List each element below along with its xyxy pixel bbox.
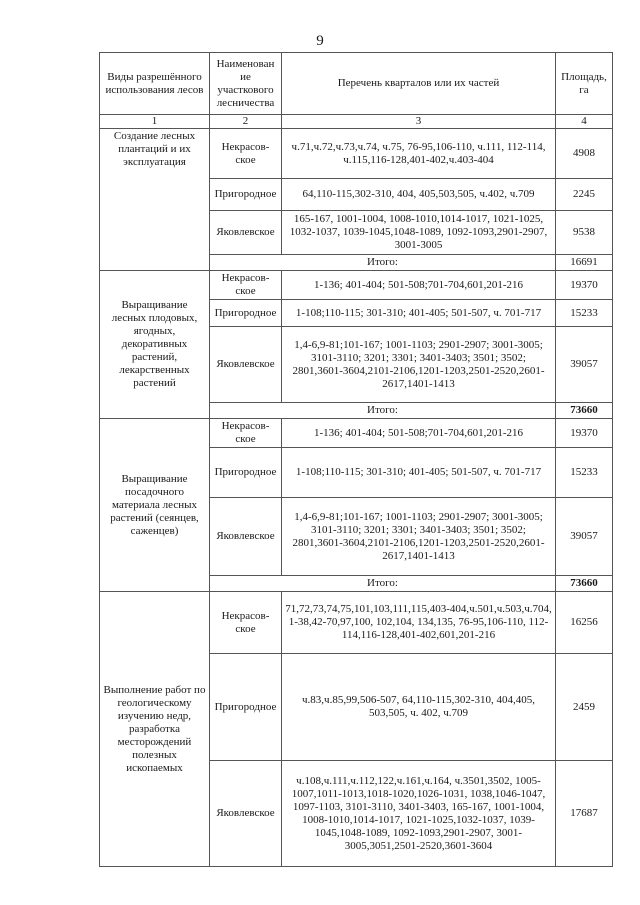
header-area: Площадь, га [556,53,613,115]
column-number: 4 [556,115,613,129]
header-quarters: Перечень кварталов или их частей [282,53,556,115]
total-label: Итого: [210,576,556,592]
use-kind-cell: Выращивание лесных плодовых, ягодных, декоративных растений, лекарственных растений [100,271,210,419]
forestry-cell: Пригородное [210,300,282,327]
forestry-cell: Яковлевское [210,498,282,576]
column-number: 1 [100,115,210,129]
forestry-cell: Некрасов-ское [210,419,282,448]
use-kind-cell: Выращивание посадочного материала лесных растений (сеянцев, саженцев) [100,419,210,592]
use-kind-cell: Создание лесных плантаций и их эксплуатация [100,129,210,271]
forestry-cell: Яковлевское [210,761,282,867]
area-cell: 39057 [556,327,613,403]
table-row [100,592,613,654]
quarters-cell: 1,4-6,9-81;101-167; 1001-1103; 2901-2907; 3001-3005; 3101-3110; 3201; 3301; 3401-3403; 3501; 3502; 2801,3601-3604,2101-2106,1201-1203,2501-2520,2601-2617,1401-1413 [282,327,556,403]
area-cell: 16256 [556,592,613,654]
quarters-cell: ч.71,ч.72,ч.73,ч.74, ч.75, 76-95,106-110, ч.111, 112-114, ч.115,116-128,401-402,ч.403-404 [282,129,556,179]
area-cell: 2245 [556,179,613,211]
total-value: 73660 [556,403,613,419]
area-cell: 17687 [556,761,613,867]
forest-use-table [99,52,613,867]
column-number: 3 [282,115,556,129]
area-cell: 19370 [556,271,613,300]
area-cell: 4908 [556,129,613,179]
forestry-cell: Пригородное [210,654,282,761]
area-cell: 9538 [556,211,613,255]
quarters-cell: 165-167, 1001-1004, 1008-1010,1014-1017, 1021-1025, 1032-1037, 1039-1045,1048-1089, 1092-1093,2901-2907, 3001-3005 [282,211,556,255]
quarters-cell: 1-108;110-115; 301-310; 401-405; 501-507, ч. 701-717 [282,448,556,498]
table-row [100,271,613,300]
forestry-cell: Пригородное [210,448,282,498]
area-cell: 19370 [556,419,613,448]
page-number: 9 [316,33,324,49]
forestry-cell: Некрасов-ское [210,592,282,654]
area-cell: 2459 [556,654,613,761]
area-cell: 15233 [556,448,613,498]
area-cell: 39057 [556,498,613,576]
column-number: 2 [210,115,282,129]
header-kind: Виды разрешённого использования лесов [100,53,210,115]
area-cell: 15233 [556,300,613,327]
quarters-cell: 1,4-6,9-81;101-167; 1001-1103; 2901-2907; 3001-3005; 3101-3110; 3201; 3301; 3401-3403; 3501; 3502; 2801,3601-3604,2101-2106,1201-1203,2501-2520,2601-2617,1401-1413 [282,498,556,576]
forestry-cell: Пригородное [210,179,282,211]
quarters-cell: ч.83,ч.85,99,506-507, 64,110-115,302-310, 404,405, 503,505, ч. 402, ч.709 [282,654,556,761]
quarters-cell: 1-136; 401-404; 501-508;701-704,601,201-216 [282,419,556,448]
use-kind-cell: Выполнение работ по геологическому изучению недр, разработка месторождений полезных ископаемых [100,592,210,867]
forestry-cell: Яковлевское [210,211,282,255]
total-value: 73660 [556,576,613,592]
quarters-cell: ч.108,ч.111,ч.112,122,ч.161,ч.164, ч.3501,3502, 1005-1007,1011-1013,1018-1020,1026-1031, 1038,1046-1047, 1097-1103, 3101-3110, 3401-3403, 165-167, 1001-1004, 1008-1010,1014-1017, 1021-1025,1032-1037, 1039-1045,1048-1089, 1092-1093,2901-2907, 3001-3005,3051,2501-2520,3601-3604 [282,761,556,867]
header-forestry: Наименован ие участкового лесничества [210,53,282,115]
forestry-cell: Некрасов-ское [210,271,282,300]
total-label: Итого: [210,403,556,419]
quarters-cell: 64,110-115,302-310, 404, 405,503,505, ч.402, ч.709 [282,179,556,211]
total-value: 16691 [556,255,613,271]
column-number-row [100,115,613,129]
total-label: Итого: [210,255,556,271]
quarters-cell: 1-136; 401-404; 501-508;701-704,601,201-216 [282,271,556,300]
quarters-cell: 71,72,73,74,75,101,103,111,115,403-404,ч.501,ч.503,ч.704, 1-38,42-70,97,100, 102,104, 134,135, 76-95,106-110, 112-114,116-128,401-402,601,201-216 [282,592,556,654]
quarters-cell: 1-108;110-115; 301-310; 401-405; 501-507, ч. 701-717 [282,300,556,327]
header-row [100,53,613,115]
forestry-cell: Яковлевское [210,327,282,403]
table-row [100,129,613,179]
forestry-cell: Некрасов-ское [210,129,282,179]
table-row [100,419,613,448]
